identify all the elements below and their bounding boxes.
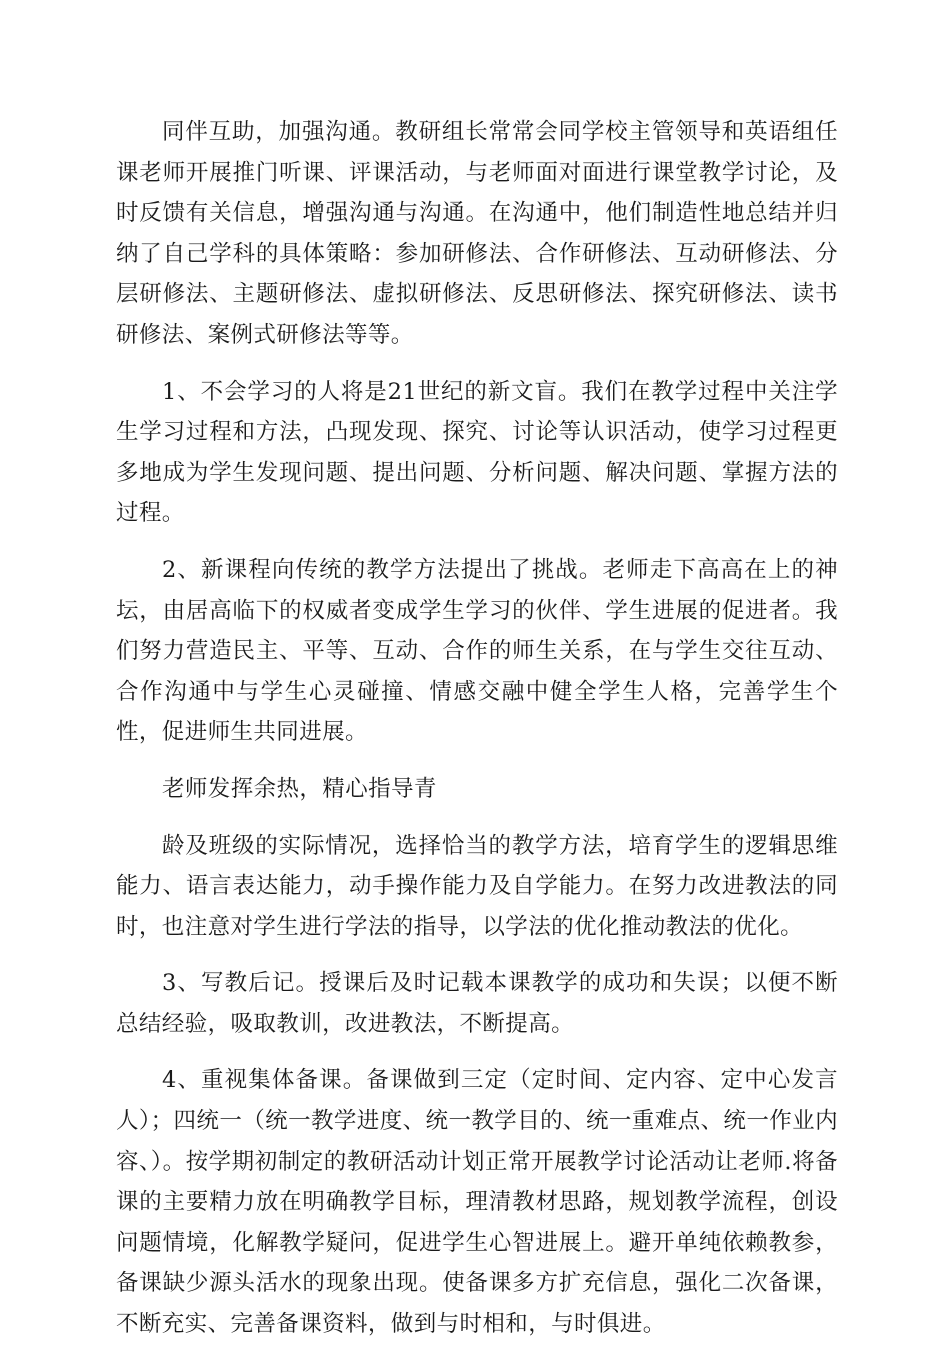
paragraph-peer-support: 同伴互助，加强沟通。教研组长常常会同学校主管领导和英语组任课老师开展推门听课、评课活动，与老师面对面进行课堂教学讨论，及时反馈有关信息，增强沟通与沟通。在沟通中，他们制造性地总结并归纳了自己学科的具体策略：参加研修法、合作研修法、互动研修法、分层研修法、主题研修法、虚拟研修法、反思研修法、探究研修法、读书研修法、案例式研修法等等。 <box>116 119 838 348</box>
paragraph-teacher-guidance: 老师发挥余热，精心指导青 <box>162 775 437 802</box>
paragraph-item-1: 1、不会学习的人将是21世纪的新文盲。我们在教学过程中关注学生学习过程和方法，凸现发现、探究、讨论等认识活动，使学习过程更多地成为学生发现问题、提出问题、分析问题、解决问题、掌握方法的过程。 <box>116 378 838 527</box>
document-body <box>116 112 838 1361</box>
paragraph-item-4: 4、重视集体备课。备课做到三定（定时间、定内容、定中心发言人）；四统一（统一教学进度、统一教学目的、统一重难点、统一作业内容、）。按学期初制定的教研活动计划正常开展教学讨论活动让老师.将备课的主要精力放在明确教学目标，理清教材思路，规划教学流程，创设问题情境，化解教学疑问，促进学生心智进展上。避开单纯依赖教参，备课缺少源头活水的现象出现。使备课多方扩充信息，强化二次备课，不断充实、完善备课资料，做到与时相和，与时俱进。 <box>116 1067 838 1338</box>
paragraph-teaching-methods: 龄及班级的实际情况，选择恰当的教学方法，培育学生的逻辑思维能力、语言表达能力，动手操作能力及自学能力。在努力改进教法的同时，也注意对学生进行学法的指导，以学法的优化推动教法的优化。 <box>116 832 838 940</box>
paragraph-item-3: 3、写教后记。授课后及时记载本课教学的成功和失误；以便不断总结经验，吸取教训，改进教法，不断提高。 <box>116 970 838 1037</box>
paragraph-item-2: 2、新课程向传统的教学方法提出了挑战。老师走下高高在上的神坛，由居高临下的权威者变成学生学习的伙伴、学生进展的促进者。我们努力营造民主、平等、互动、合作的师生关系，在与学生交往互动、合作沟通中与学生心灵碰撞、情感交融中健全学生人格，完善学生个性，促进师生共同进展。 <box>116 556 838 746</box>
